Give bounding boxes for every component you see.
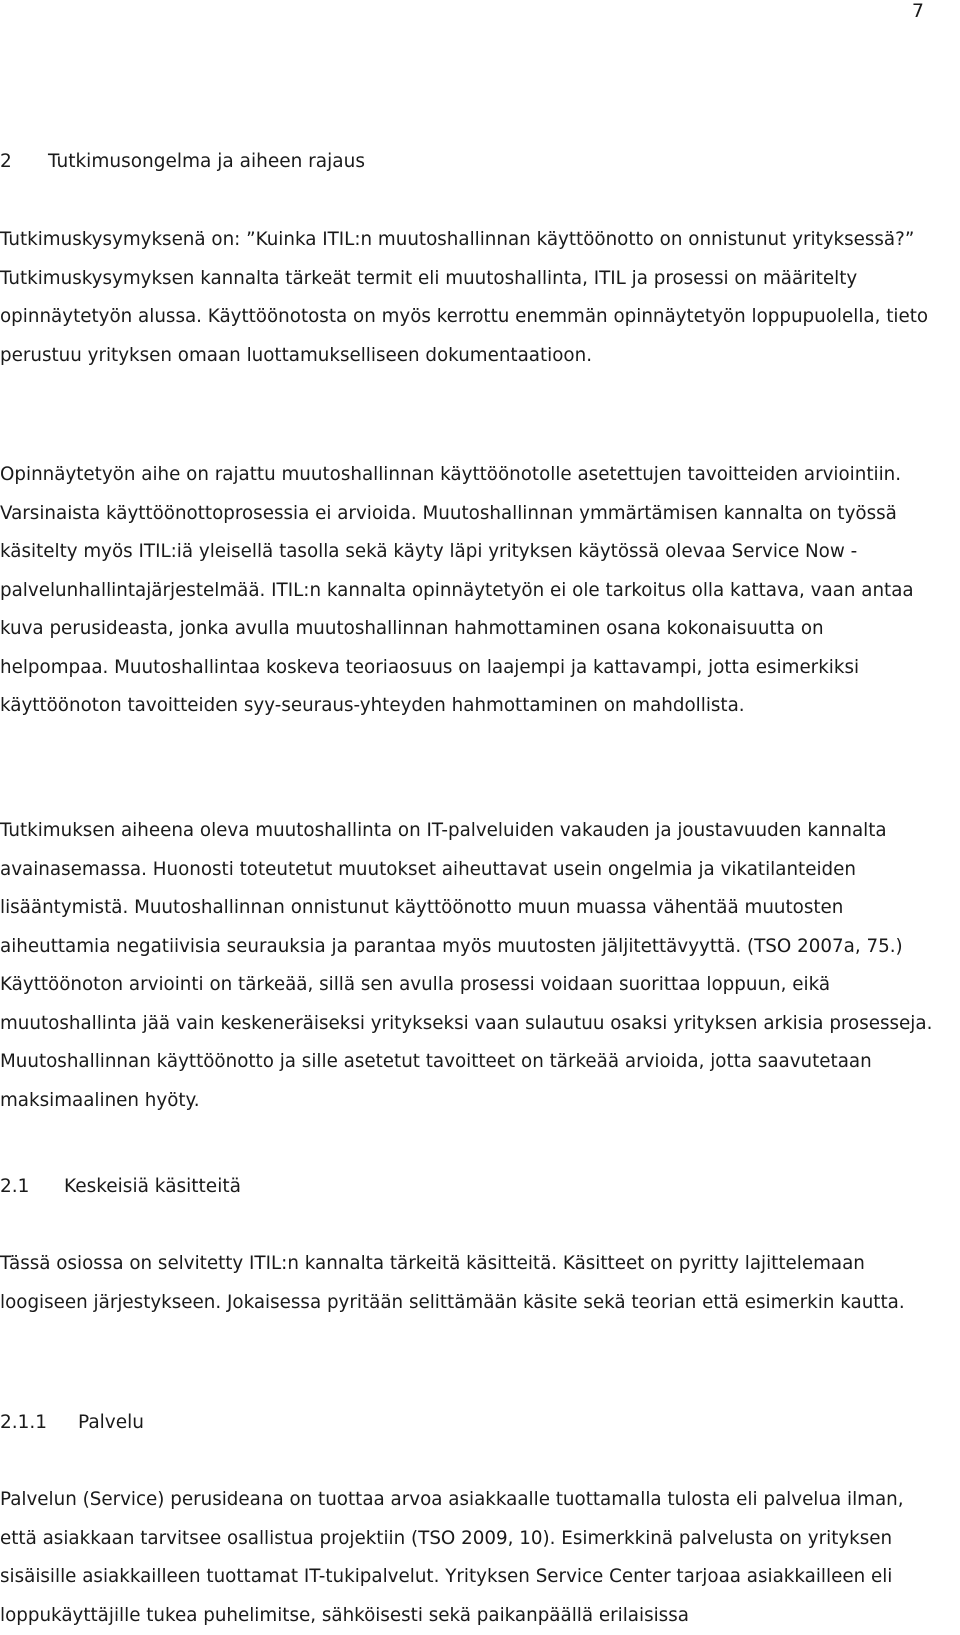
body-paragraph: Tutkimuskysymyksenä on: ”Kuinka ITIL:n muutoshallinnan käyttöönotto on onnistunut yrityksessä?” Tutkimuskysymyksen kannalta tärkeät termit eli muutoshallinta, ITIL ja prosessi on määritelty opinnäytetyön alussa. Käyttöönotosta on myös kerrottu enemmän opinnäytetyön loppupuolella, tieto perustuu yrityksen omaan luottamukselliseen dokumentaatioon. [0,229,929,366]
section-heading-2-1 [0,1175,241,1199]
section-number: 2 [0,151,12,172]
section-number: 2.1.1 [0,1412,48,1433]
section-title: Keskeisiä käsitteitä [64,1176,241,1197]
body-paragraph: Opinnäytetyön aihe on rajattu muutoshallinnan käyttöönotolle asetettujen tavoitteiden arviointiin. Varsinaista käyttöönottoprosessia ei arvioida. Muutoshallinnan ymmärtämisen kannalta on työssä käsitelty myös ITIL:iä yleisellä tasolla sekä käyty läpi yrityksen käytössä olevaa Service Now -palvelunhallintajärjestelmää. ITIL:n kannalta opinnäytetyön ei ole tarkoitus olla kattava, vaan antaa kuva perusideasta, jonka avulla muutoshallinnan hahmottaminen osana kokonaisuutta on helpompaa. Muutoshallintaa koskeva teoriaosuus on laajempi ja kattavampi, jotta esimerkiksi käyttöönoton tavoitteiden syy-seuraus-yhteyden hahmottaminen on mahdollista. [0,464,914,716]
body-paragraph: Palvelun (Service) perusideana on tuottaa arvoa asiakkaalle tuottamalla tulosta eli palvelua ilman, että asiakkaan tarvitsee osallistua projektiin (TSO 2009, 10). Esimerkkinä palvelusta on yrityksen sisäisille asiakkailleen tuottamat IT-tukipalvelut. Yrityksen Service Center tarjoaa asiakkailleen eli loppukäyttäjille tukea puhelimitse, sähköisesti sekä paikanpäällä erilaisissa [0,1489,904,1626]
page-number: 7 [911,0,924,22]
section-number: 2.1 [0,1176,30,1197]
section-title: Tutkimusongelma ja aiheen rajaus [48,151,365,172]
section-heading-2-1-1 [0,1411,144,1435]
body-paragraph: Tutkimuksen aiheena oleva muutoshallinta on IT-palveluiden vakauden ja joustavuuden kannalta avainasemassa. Huonosti toteutetut muutokset aiheuttavat usein ongelmia ja vikatilanteiden lisääntymistä. Muutoshallinnan onnistunut käyttöönotto muun muassa vähentää muutosten aiheuttamia negatiivisia seurauksia ja parantaa myös muutosten jäljitettävyyttä. (TSO 2007a, 75.) Käyttöönoton arviointi on tärkeää, sillä sen avulla prosessi voidaan suorittaa loppuun, eikä muutoshallinta jää vain keskeneräiseksi yritykseksi vaan sulautuu osaksi yrityksen arkisia prosesseja. Muutoshallinnan käyttöönotto ja sille asetetut tavoitteet on tärkeää arvioida, jotta saavutetaan maksimaalinen hyöty. [0,820,933,1111]
body-paragraph: Tässä osiossa on selvitetty ITIL:n kannalta tärkeitä käsitteitä. Käsitteet on pyritty lajittelemaan loogiseen järjestykseen. Jokaisessa pyritään selittämään käsite sekä teorian että esimerkin kautta. [0,1253,905,1313]
section-heading-2 [0,150,365,174]
section-title: Palvelu [78,1412,144,1433]
